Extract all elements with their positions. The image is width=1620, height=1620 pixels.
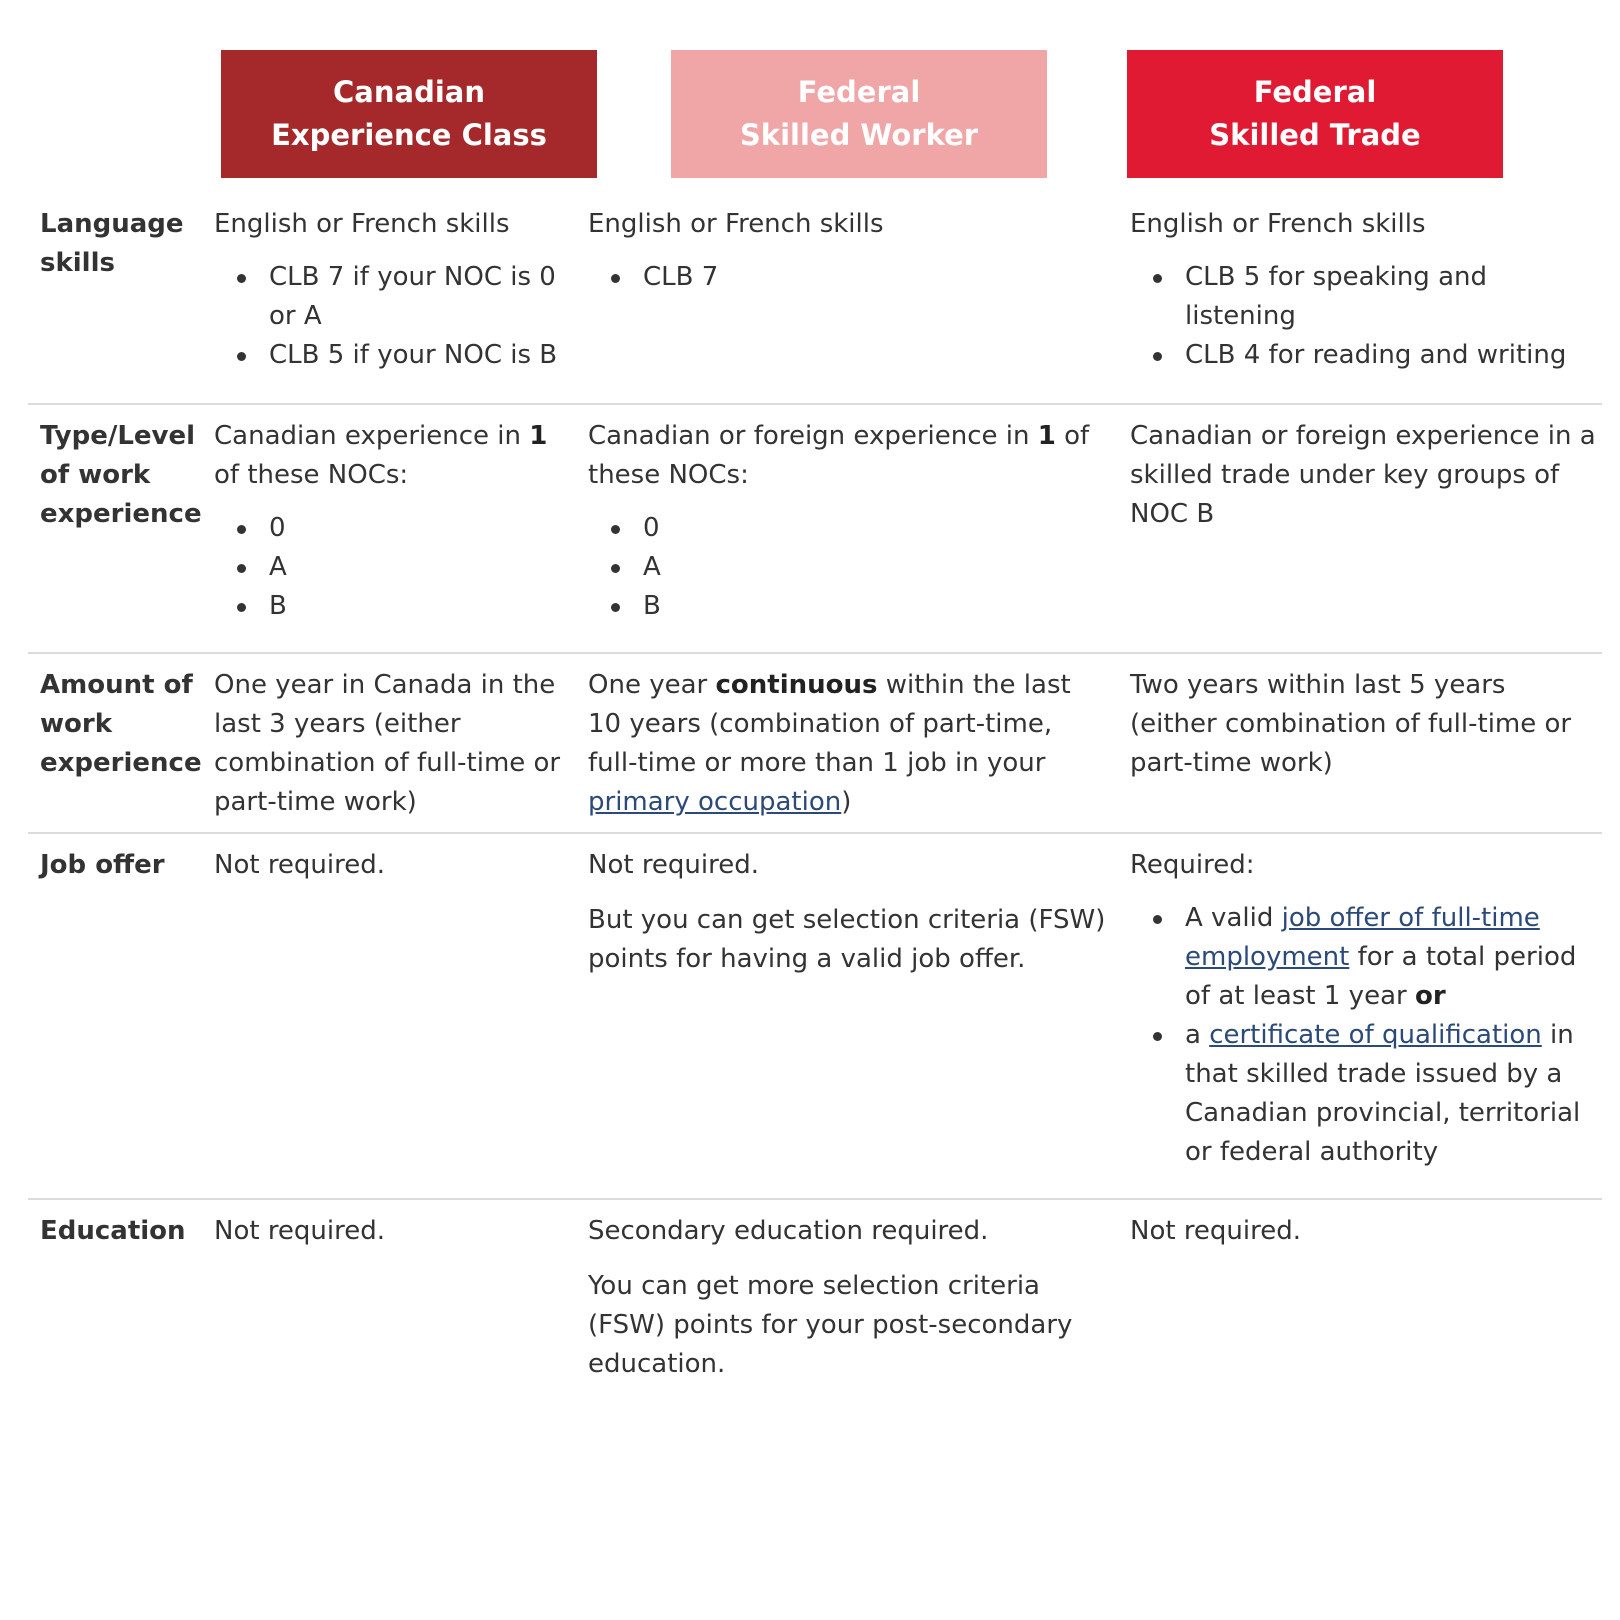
certificate-of-qualification-link[interactable]: certificate of qualification bbox=[1209, 1020, 1542, 1050]
cell-text: One year continuous within the last 10 years (combination of part-time, full-time or more than 1 job in your primary occupation) bbox=[588, 670, 1071, 817]
cell-text: Secondary education required. bbox=[588, 1216, 989, 1246]
bullet-list bbox=[214, 258, 574, 375]
cell-text: English or French skills bbox=[588, 209, 884, 239]
bullet-list bbox=[1130, 258, 1600, 375]
cell-fsw bbox=[588, 666, 1108, 822]
list-item: CLB 5 if your NOC is B bbox=[269, 336, 574, 375]
cell-text: English or French skills bbox=[1130, 209, 1426, 239]
list-item: B bbox=[643, 587, 1108, 626]
cell-cec bbox=[214, 417, 574, 626]
bullet-list bbox=[214, 509, 574, 626]
cell-fsw bbox=[588, 846, 1108, 979]
header-canadian-experience-class: Canadian Experience Class bbox=[221, 50, 597, 178]
list-item: CLB 7 if your NOC is 0 or A bbox=[269, 258, 574, 336]
cell-cec bbox=[214, 846, 574, 885]
bullet-list bbox=[588, 509, 1108, 626]
header-federal-skilled-trade: Federal Skilled Trade bbox=[1127, 50, 1503, 178]
primary-occupation-link[interactable]: primary occupation bbox=[588, 787, 842, 817]
cell-text: Not required. bbox=[214, 850, 386, 880]
cell-text: You can get more selection criteria (FSW) points for your post-secondary education. bbox=[588, 1271, 1073, 1379]
row-label: Amount of work experience bbox=[40, 670, 202, 778]
cell-text: Not required. bbox=[214, 1216, 386, 1246]
cell-text: Not required. bbox=[1130, 1216, 1302, 1246]
row-label: Education bbox=[40, 1216, 186, 1246]
row-type-level bbox=[28, 403, 1602, 650]
cell-fst bbox=[1130, 846, 1600, 1172]
list-item: 0 bbox=[269, 509, 574, 548]
cell-cec bbox=[214, 1212, 574, 1251]
cell-text: Not required. bbox=[588, 850, 760, 880]
row-label: Language skills bbox=[40, 209, 184, 278]
cell-fsw bbox=[588, 205, 1108, 297]
list-item: B bbox=[269, 587, 574, 626]
cell-text: But you can get selection criteria (FSW) points for having a valid job offer. bbox=[588, 905, 1106, 974]
row-label: Job offer bbox=[40, 850, 165, 880]
cell-cec bbox=[214, 205, 574, 375]
cell-fst bbox=[1130, 417, 1600, 534]
list-item: CLB 4 for reading and writing bbox=[1185, 336, 1600, 375]
cell-fst bbox=[1130, 666, 1600, 783]
bullet-list bbox=[588, 258, 1108, 297]
cell-text: Canadian or foreign experience in a skilled trade under key groups of NOC B bbox=[1130, 421, 1596, 529]
cell-fsw bbox=[588, 1212, 1108, 1384]
cell-text: English or French skills bbox=[214, 209, 510, 239]
list-item: A bbox=[643, 548, 1108, 587]
list-item: CLB 5 for speaking and listening bbox=[1185, 258, 1600, 336]
job-offer-link[interactable]: job offer of full-time employment bbox=[1185, 903, 1540, 972]
list-item: A valid job offer of full-time employment for a total period of at least 1 year or bbox=[1185, 899, 1600, 1016]
cell-text: Canadian experience in 1 of these NOCs: bbox=[214, 421, 548, 490]
list-item: CLB 7 bbox=[643, 258, 1108, 297]
cell-text: Two years within last 5 years (either combination of full-time or part-time work) bbox=[1130, 670, 1572, 778]
cell-fst bbox=[1130, 1212, 1600, 1251]
cell-fsw bbox=[588, 417, 1108, 626]
bullet-list bbox=[1130, 899, 1600, 1172]
cell-text: Required: bbox=[1130, 850, 1255, 880]
list-item: a certificate of qualification in that skilled trade issued by a Canadian provincial, territorial or federal authority bbox=[1185, 1016, 1600, 1172]
cell-cec bbox=[214, 666, 574, 822]
cell-fst bbox=[1130, 205, 1600, 375]
row-job-offer bbox=[28, 832, 1602, 1199]
row-amount-of-work bbox=[28, 652, 1602, 832]
row-education bbox=[28, 1198, 1602, 1400]
list-item: 0 bbox=[643, 509, 1108, 548]
header-federal-skilled-worker: Federal Skilled Worker bbox=[671, 50, 1047, 178]
cell-text: Canadian or foreign experience in 1 of these NOCs: bbox=[588, 421, 1090, 490]
cell-text: One year in Canada in the last 3 years (either combination of full-time or part-time work) bbox=[214, 670, 561, 817]
list-item: A bbox=[269, 548, 574, 587]
row-label: Type/Level of work experience bbox=[40, 421, 202, 529]
